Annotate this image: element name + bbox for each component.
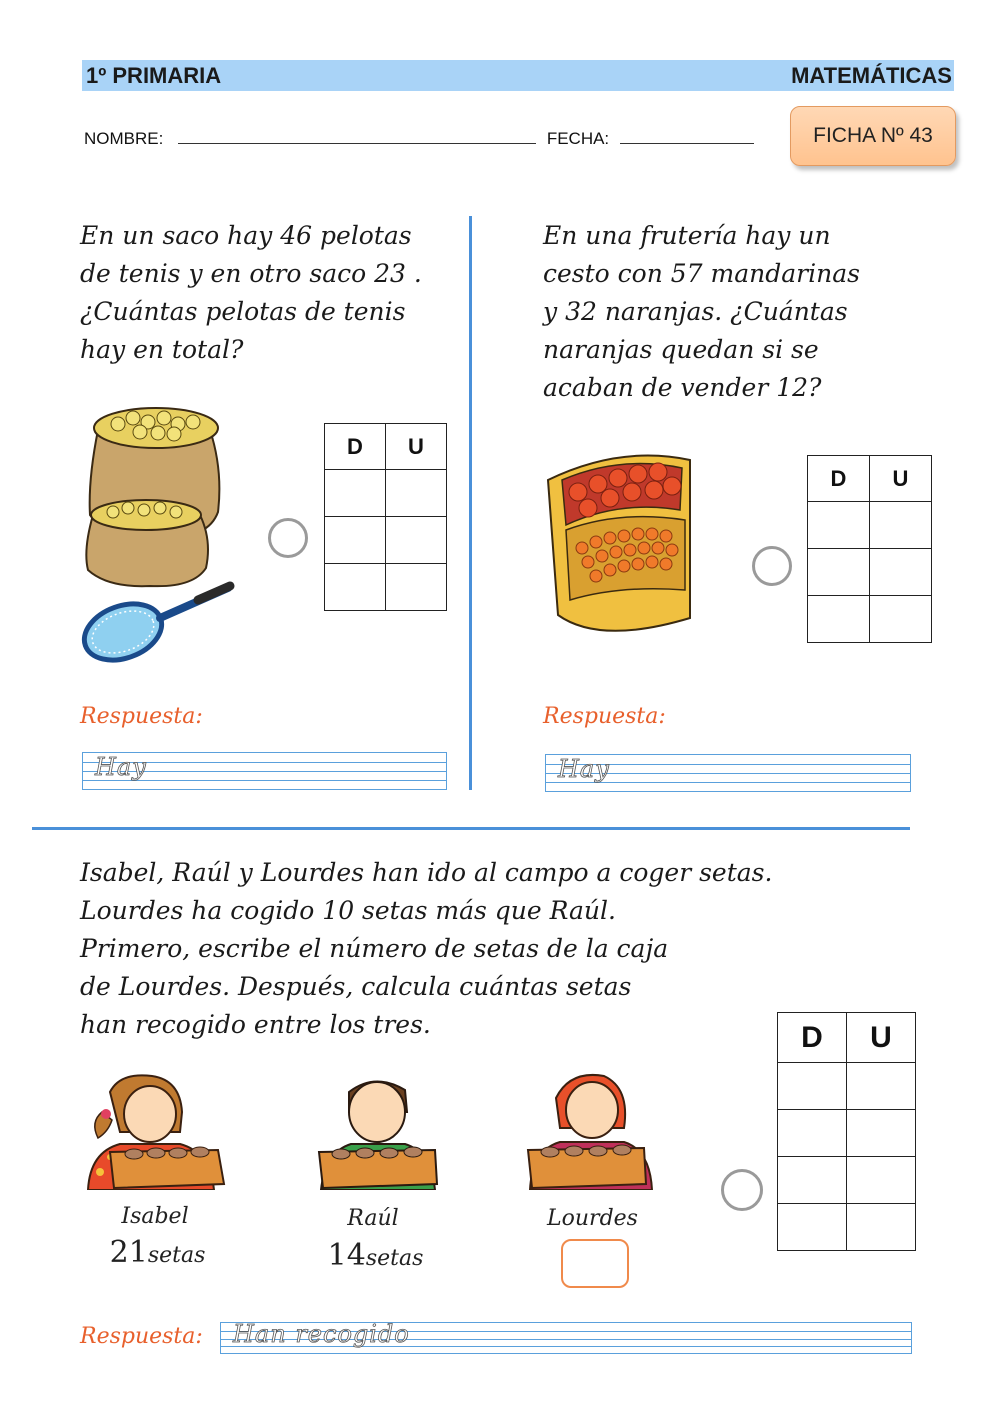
du-table-1	[324, 423, 447, 611]
tennis-racket-icon	[78, 586, 230, 670]
kid-count-number: 14	[327, 1238, 366, 1273]
tens-header: D	[325, 424, 386, 470]
problem2-line: acaban de vender 12?	[543, 373, 822, 402]
answer-circle[interactable]	[721, 1169, 763, 1211]
kid-count-unit: setas	[147, 1243, 206, 1268]
digit-cell[interactable]	[386, 470, 447, 517]
du-table-2	[807, 455, 932, 643]
horizontal-divider	[32, 827, 910, 830]
kid-count-unit: setas	[365, 1246, 424, 1271]
header-bar	[82, 60, 954, 91]
units-header: U	[386, 424, 447, 470]
digit-cell[interactable]	[847, 1110, 916, 1157]
digit-cell[interactable]	[808, 596, 870, 643]
nombre-input-line[interactable]	[178, 127, 536, 144]
digit-cell[interactable]	[325, 564, 386, 611]
fruit-basket-illustration	[540, 440, 705, 645]
tens-header: D	[778, 1013, 847, 1063]
answer-line-1[interactable]	[82, 752, 447, 790]
digit-cell[interactable]	[870, 502, 932, 549]
ficha-badge: FICHA Nº 43	[790, 106, 956, 166]
kid-name-isabel: Isabel	[121, 1204, 189, 1229]
digit-cell[interactable]	[808, 502, 870, 549]
lourdes-illustration	[520, 1068, 660, 1190]
problem2-line: cesto con 57 mandarinas	[543, 259, 860, 288]
problem3-line: Isabel, Raúl y Lourdes han ido al campo a coger setas.	[80, 858, 773, 887]
girl-with-box-icon	[88, 1075, 224, 1190]
problem3-line: Lourdes ha cogido 10 setas más que Raúl.	[80, 896, 616, 925]
problem2-line: En una frutería hay un	[543, 221, 831, 250]
units-header: U	[847, 1013, 916, 1063]
problem3-line: de Lourdes. Después, calcula cuántas setas	[80, 972, 632, 1001]
answer-start-3: Han recogido	[233, 1320, 410, 1348]
fecha-label: FECHA:	[546, 129, 610, 148]
nombre-label: NOMBRE:	[84, 129, 164, 148]
digit-cell[interactable]	[778, 1204, 847, 1251]
digit-cell[interactable]	[386, 564, 447, 611]
problem1-line: ¿Cuántas pelotas de tenis	[80, 297, 406, 326]
digit-cell[interactable]	[778, 1110, 847, 1157]
answer-start-2: Hay	[558, 755, 610, 783]
du-table-3	[777, 1012, 916, 1251]
units-header: U	[870, 456, 932, 502]
digit-cell[interactable]	[808, 549, 870, 596]
kid-count-raul	[308, 1238, 443, 1273]
problem1-text	[80, 217, 460, 369]
problem3-line: han recogido entre los tres.	[80, 1010, 431, 1039]
problem2-line: naranjas quedan si se	[543, 335, 819, 364]
fecha-input-line[interactable]	[620, 127, 754, 144]
answer-line-2[interactable]	[545, 754, 911, 792]
kid-count-isabel	[95, 1235, 220, 1270]
tennis-sacks-illustration	[78, 400, 243, 675]
problem3-line: Primero, escribe el número de setas de la caja	[80, 934, 669, 963]
basket-icon	[548, 456, 690, 631]
sack-icon	[86, 500, 208, 586]
digit-cell[interactable]	[386, 517, 447, 564]
digit-cell[interactable]	[870, 596, 932, 643]
answer-line-3[interactable]	[220, 1322, 912, 1354]
digit-cell[interactable]	[778, 1157, 847, 1204]
isabel-illustration	[80, 1072, 228, 1190]
subject-label: MATEMÁTICAS	[791, 63, 952, 88]
problem1-line: En un saco hay 46 pelotas	[80, 221, 412, 250]
respuesta-label-3: Respuesta:	[80, 1324, 203, 1349]
digit-cell[interactable]	[847, 1063, 916, 1110]
boy-with-box-icon	[319, 1081, 437, 1190]
raul-illustration	[315, 1072, 440, 1190]
digit-cell[interactable]	[325, 517, 386, 564]
problem1-line: de tenis y en otro saco 23 .	[80, 259, 422, 288]
answer-start-1: Hay	[95, 753, 147, 781]
vertical-divider	[469, 216, 472, 790]
digit-cell[interactable]	[847, 1157, 916, 1204]
digit-cell[interactable]	[325, 470, 386, 517]
kid-count-number: 21	[109, 1235, 148, 1270]
answer-circle[interactable]	[268, 518, 308, 558]
problem2-text	[543, 217, 943, 407]
problem2-line: y 32 naranjas. ¿Cuántas	[543, 297, 848, 326]
tens-header: D	[808, 456, 870, 502]
girl-with-box-icon	[528, 1075, 652, 1190]
grade-label: 1º PRIMARIA	[86, 63, 222, 88]
kid-name-raul: Raúl	[347, 1206, 399, 1231]
digit-cell[interactable]	[870, 549, 932, 596]
lourdes-count-input[interactable]	[561, 1239, 629, 1288]
answer-circle[interactable]	[752, 546, 792, 586]
nombre-field[interactable]	[84, 127, 754, 149]
problem1-line: hay en total?	[80, 335, 244, 364]
kid-name-lourdes: Lourdes	[547, 1206, 638, 1231]
respuesta-label-1: Respuesta:	[80, 704, 203, 729]
digit-cell[interactable]	[778, 1063, 847, 1110]
digit-cell[interactable]	[847, 1204, 916, 1251]
respuesta-label-2: Respuesta:	[543, 704, 666, 729]
